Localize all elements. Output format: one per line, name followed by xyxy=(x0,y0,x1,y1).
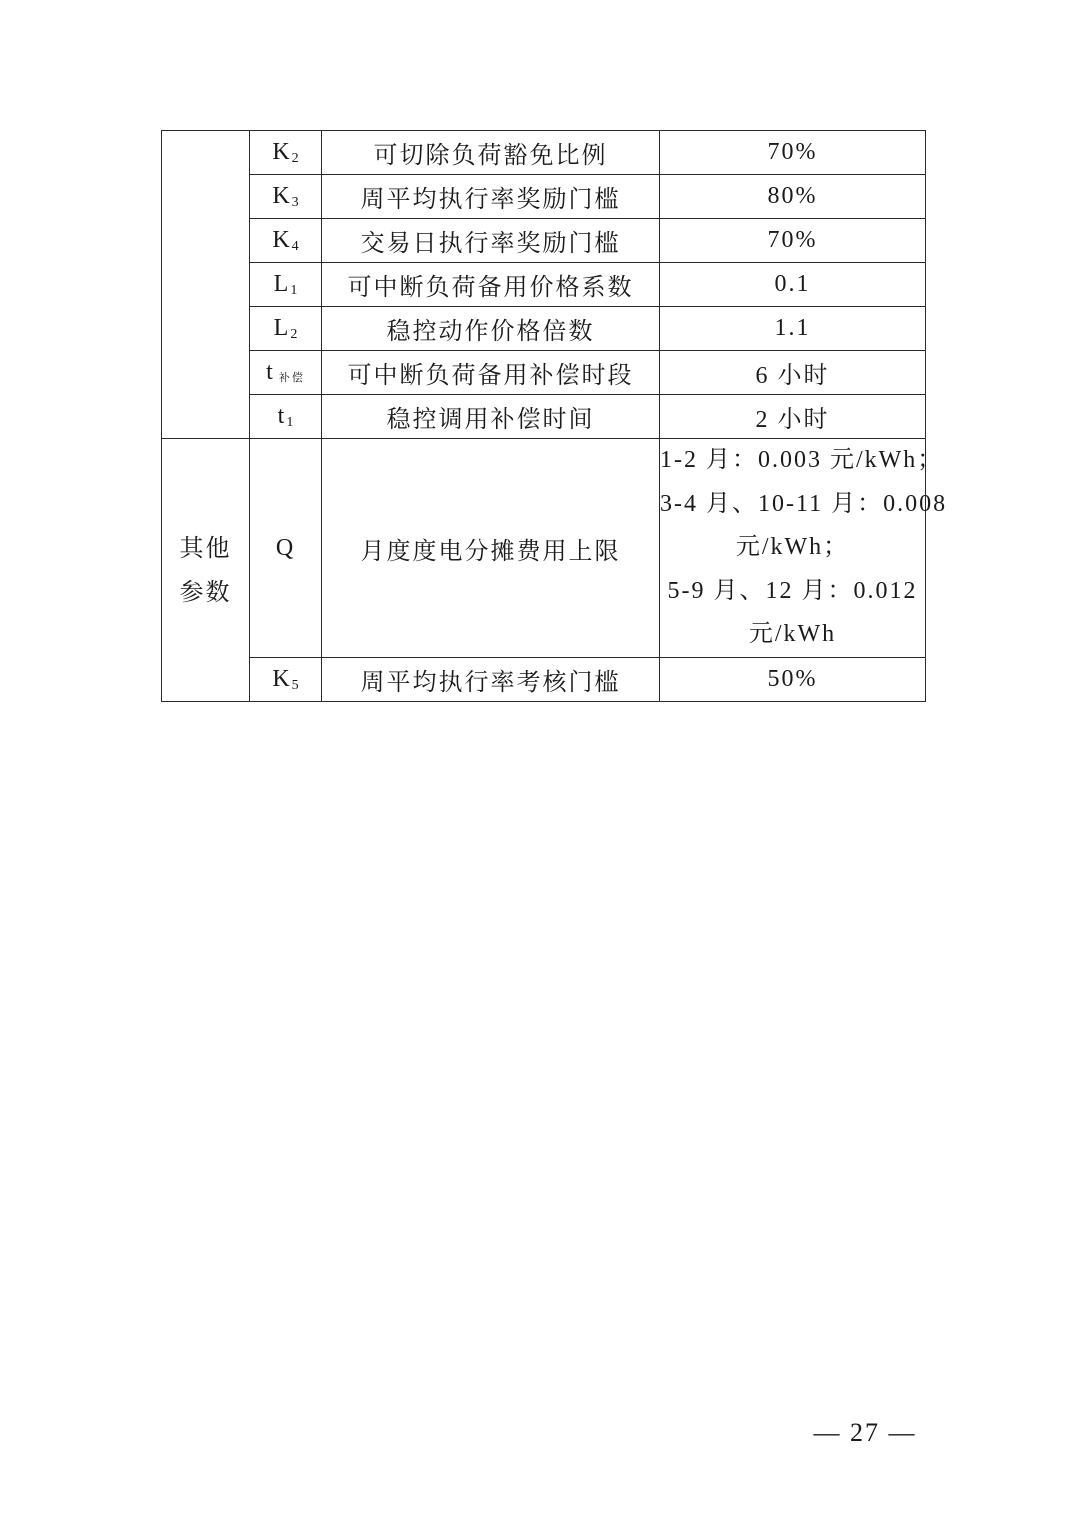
symbol-cell: $L_2$ xyxy=(250,307,322,351)
parameter-value-cell: 2 小时 xyxy=(660,395,926,439)
parameter-table xyxy=(161,130,948,702)
table-row xyxy=(162,658,926,702)
parameter-name-cell: 稳控动作价格倍数 xyxy=(322,307,660,351)
table-row xyxy=(162,351,926,395)
symbol-cell: $K_3$ xyxy=(250,175,322,219)
table-row xyxy=(162,131,926,175)
parameter-value-cell: 6 小时 xyxy=(660,351,926,395)
table-row xyxy=(162,175,926,219)
category-cell-empty xyxy=(162,131,250,439)
parameter-name-cell: 稳控调用补偿时间 xyxy=(322,395,660,439)
symbol-cell: $L_1$ xyxy=(250,263,322,307)
table-row xyxy=(162,439,926,658)
symbol-cell: $K_2$ xyxy=(250,131,322,175)
parameter-name-cell: 交易日执行率奖励门槛 xyxy=(322,219,660,263)
parameter-value-cell: 1-2 月：0.003 元/kWh； 3-4 月、10-11 月：0.008 元/kWh； 5-9 月、12 月：0.012 元/kWh xyxy=(660,439,926,658)
parameter-name-cell: 可中断负荷备用补偿时段 xyxy=(322,351,660,395)
parameter-value-cell: 80% xyxy=(660,175,926,219)
symbol-cell: $K_5$ xyxy=(250,658,322,702)
parameter-value-cell: 70% xyxy=(660,131,926,175)
symbol-cell: $t_1$ xyxy=(250,395,322,439)
parameter-value-cell: 0.1 xyxy=(660,263,926,307)
category-cell-other-params: 其他 参数 xyxy=(162,439,250,702)
symbol-cell: Q xyxy=(250,439,322,658)
parameter-value-cell: 1.1 xyxy=(660,307,926,351)
parameter-name-cell: 可中断负荷备用价格系数 xyxy=(322,263,660,307)
parameter-name-cell: 月度度电分摊费用上限 xyxy=(322,439,660,658)
parameter-name-cell: 周平均执行率考核门槛 xyxy=(322,658,660,702)
parameter-name-cell: 周平均执行率奖励门槛 xyxy=(322,175,660,219)
symbol-cell: $K_4$ xyxy=(250,219,322,263)
table-row xyxy=(162,307,926,351)
table-row xyxy=(162,395,926,439)
page-number: — 27 — xyxy=(813,1418,917,1447)
table-row xyxy=(162,219,926,263)
parameter-value-cell: 50% xyxy=(660,658,926,702)
parameter-name-cell: 可切除负荷豁免比例 xyxy=(322,131,660,175)
symbol-cell: t 补偿 xyxy=(250,351,322,395)
table-row xyxy=(162,263,926,307)
parameter-value-cell: 70% xyxy=(660,219,926,263)
